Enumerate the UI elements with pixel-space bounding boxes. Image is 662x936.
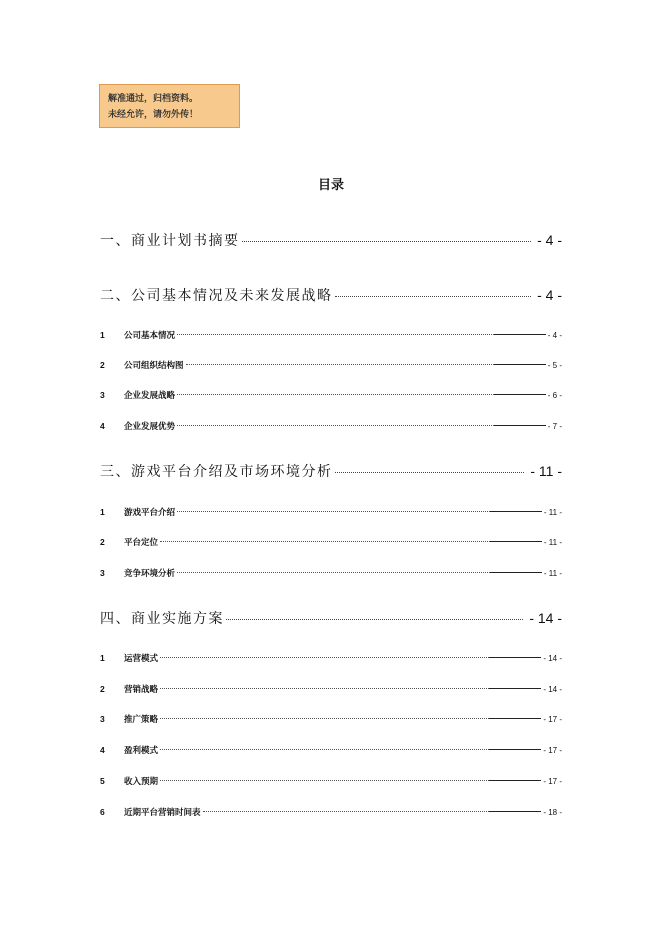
toc-item-page: - 17 - (543, 746, 562, 755)
toc-item-page: - 11 - (543, 569, 562, 578)
toc-item[interactable] (100, 567, 562, 579)
notice-line-1: 解准通过，归档资料。 (108, 94, 199, 104)
toc-section-label: 四、商业实施方案 (100, 611, 224, 627)
confidential-notice (99, 84, 240, 128)
toc-page-number: - 11 - (530, 463, 562, 479)
toc-item[interactable] (100, 652, 562, 664)
toc-item-number: 3 (100, 390, 105, 400)
toc-section-2[interactable] (100, 285, 562, 305)
dot-leader (177, 334, 546, 335)
toc-item-number: 2 (100, 684, 105, 694)
toc-item-label: 平台定位 (124, 538, 159, 548)
dot-leader (203, 811, 542, 812)
toc-item-number: 3 (100, 714, 105, 724)
toc-item-label: 企业发展战略 (124, 391, 176, 401)
dot-leader (177, 425, 546, 426)
toc-item[interactable] (100, 683, 562, 695)
toc-item[interactable] (100, 536, 562, 548)
toc-item-page: - 17 - (543, 715, 562, 724)
toc-item-number: 2 (100, 360, 105, 370)
dot-leader (160, 749, 541, 750)
toc-item-label: 营销战略 (124, 685, 159, 695)
toc-item-number: 1 (100, 653, 105, 663)
dot-leader (335, 472, 525, 473)
toc-item[interactable] (100, 506, 562, 518)
toc-item-number: 1 (100, 507, 105, 517)
toc-item[interactable] (100, 806, 562, 818)
toc-item[interactable] (100, 359, 562, 371)
toc-item-page: - 14 - (543, 685, 562, 694)
dot-leader (335, 296, 532, 297)
dot-leader (177, 511, 542, 512)
dot-leader (160, 541, 542, 542)
toc-section-label: 三、游戏平台介绍及市场环境分析 (100, 464, 333, 480)
toc-page-number: - 4 - (537, 232, 562, 248)
notice-line-2: 未经允许，请勿外传！ (108, 110, 199, 120)
dot-leader (160, 718, 541, 719)
dot-leader (177, 572, 542, 573)
toc-item-label: 公司组织结构图 (124, 361, 184, 371)
toc-item-page: - 6 - (547, 391, 562, 400)
toc-item-page: - 18 - (543, 808, 562, 817)
toc-item[interactable] (100, 389, 562, 401)
toc-item-label: 盈利模式 (124, 746, 159, 756)
toc-page-number: - 14 - (529, 610, 562, 626)
toc-item-page: - 11 - (543, 538, 562, 547)
toc-item[interactable] (100, 713, 562, 725)
dot-leader (186, 364, 546, 365)
dot-leader (177, 394, 546, 395)
toc-item[interactable] (100, 744, 562, 756)
toc-item[interactable] (100, 329, 562, 341)
toc-section-3[interactable] (100, 461, 562, 481)
toc-page-number: - 4 - (537, 287, 562, 303)
toc-item-label: 推广策略 (124, 715, 159, 725)
toc-item-page: - 14 - (543, 654, 562, 663)
toc-item[interactable] (100, 420, 562, 432)
toc-item-page: - 5 - (547, 361, 562, 370)
toc-item-label: 企业发展优势 (124, 422, 176, 432)
dot-leader (160, 688, 541, 689)
toc-section-1[interactable] (100, 230, 562, 250)
toc-item-label: 收入预期 (124, 777, 159, 787)
toc-item-label: 游戏平台介绍 (124, 508, 176, 518)
toc-section-4[interactable] (100, 608, 562, 628)
toc-item-page: - 7 - (547, 422, 562, 431)
toc-item-label: 竞争环境分析 (124, 569, 176, 579)
toc-item-number: 3 (100, 568, 105, 578)
toc-item-number: 5 (100, 776, 105, 786)
dot-leader (242, 241, 532, 242)
dot-leader (160, 657, 541, 658)
dot-leader (160, 780, 541, 781)
toc-item-page: - 17 - (543, 777, 562, 786)
toc-section-label: 一、商业计划书摘要 (100, 233, 240, 249)
dot-leader (226, 619, 523, 620)
toc-item-number: 4 (100, 421, 105, 431)
toc-item-page: - 4 - (547, 331, 562, 340)
toc-item-label: 运营模式 (124, 654, 159, 664)
toc-item-number: 2 (100, 537, 105, 547)
toc-item-number: 4 (100, 745, 105, 755)
toc-item-label: 公司基本情况 (124, 331, 176, 341)
toc-item-label: 近期平台营销时间表 (124, 808, 201, 818)
toc-item-number: 6 (100, 807, 105, 817)
toc-item-page: - 11 - (543, 508, 562, 517)
toc-item-number: 1 (100, 330, 105, 340)
toc-title: 目录 (317, 178, 344, 193)
toc-section-label: 二、公司基本情况及未来发展战略 (100, 288, 333, 304)
toc-item[interactable] (100, 775, 562, 787)
